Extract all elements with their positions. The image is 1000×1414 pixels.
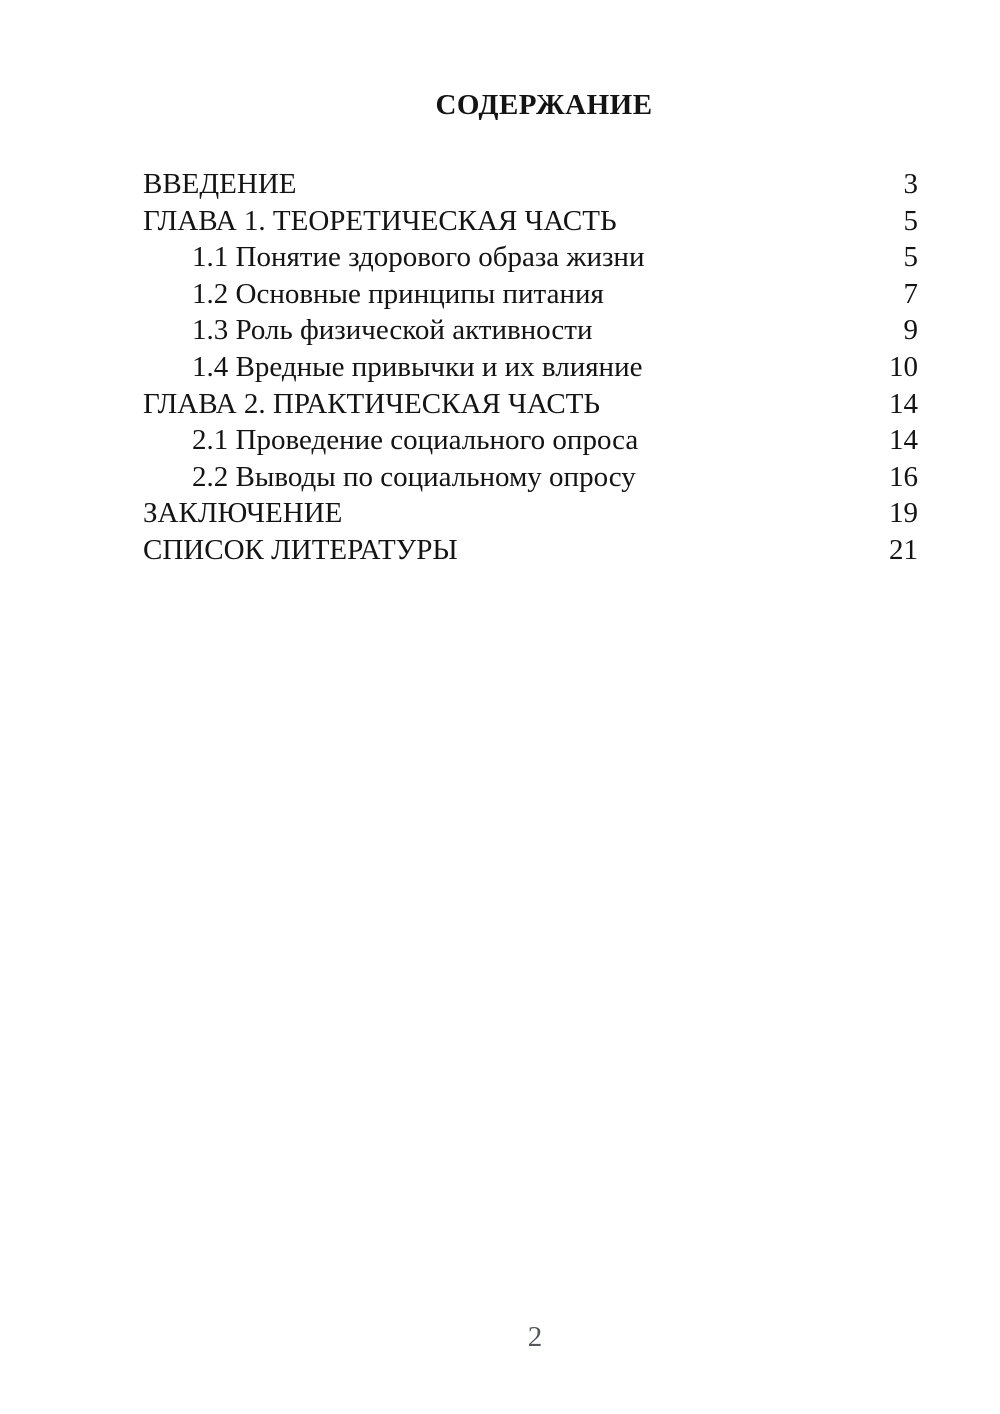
toc-entry-label: ВВЕДЕНИЕ xyxy=(143,168,297,200)
toc-entry-page-number: 14 xyxy=(889,387,918,420)
toc-entry-label: 2.2 Выводы по социальному опросу xyxy=(192,460,636,493)
toc-entry xyxy=(143,312,918,349)
toc-entry-page-number: 9 xyxy=(903,314,918,347)
toc-entry xyxy=(143,239,918,276)
toc-entry-label: ЗАКЛЮЧЕНИЕ xyxy=(143,497,343,530)
toc-entry-label: 1.4 Вредные привычки и их влияние xyxy=(192,350,643,383)
toc-entry-label: СПИСОК ЛИТЕРАТУРЫ xyxy=(143,533,458,566)
toc-entry xyxy=(143,532,918,569)
toc-entry-page-number: 14 xyxy=(889,424,918,457)
toc-entry-page-number: 5 xyxy=(903,204,918,237)
toc-list xyxy=(143,166,918,569)
toc-entry-page-number: 21 xyxy=(889,533,918,566)
toc-entry-page-number: 7 xyxy=(903,277,918,310)
toc-entry-label: 1.3 Роль физической активности xyxy=(192,314,593,347)
toc-entry xyxy=(143,203,918,240)
toc-entry-page-number: 10 xyxy=(889,350,918,383)
toc-entry xyxy=(143,386,918,423)
toc-entry xyxy=(143,166,918,203)
toc-entry xyxy=(143,459,918,496)
toc-entry-page-number: 3 xyxy=(903,168,918,200)
toc-entry xyxy=(143,495,918,532)
toc-entry-page-number: 16 xyxy=(889,460,918,493)
toc-entry-page-number: 19 xyxy=(889,497,918,530)
toc-entry-label: ГЛАВА 1. ТЕОРЕТИЧЕСКАЯ ЧАСТЬ xyxy=(143,204,617,237)
toc-entry xyxy=(143,276,918,313)
toc-entry-label: 2.1 Проведение социального опроса xyxy=(192,424,639,457)
toc-entry xyxy=(143,349,918,386)
toc-entry-page-number: 5 xyxy=(903,241,918,274)
toc-entry xyxy=(143,422,918,459)
toc-entry-label: ГЛАВА 2. ПРАКТИЧЕСКАЯ ЧАСТЬ xyxy=(143,387,601,420)
page-title: СОДЕРЖАНИЕ xyxy=(435,89,653,121)
toc-entry-label: 1.1 Понятие здорового образа жизни xyxy=(192,241,645,274)
toc-entry-label: 1.2 Основные принципы питания xyxy=(192,277,604,310)
footer-page-number: 2 xyxy=(527,1321,543,1353)
